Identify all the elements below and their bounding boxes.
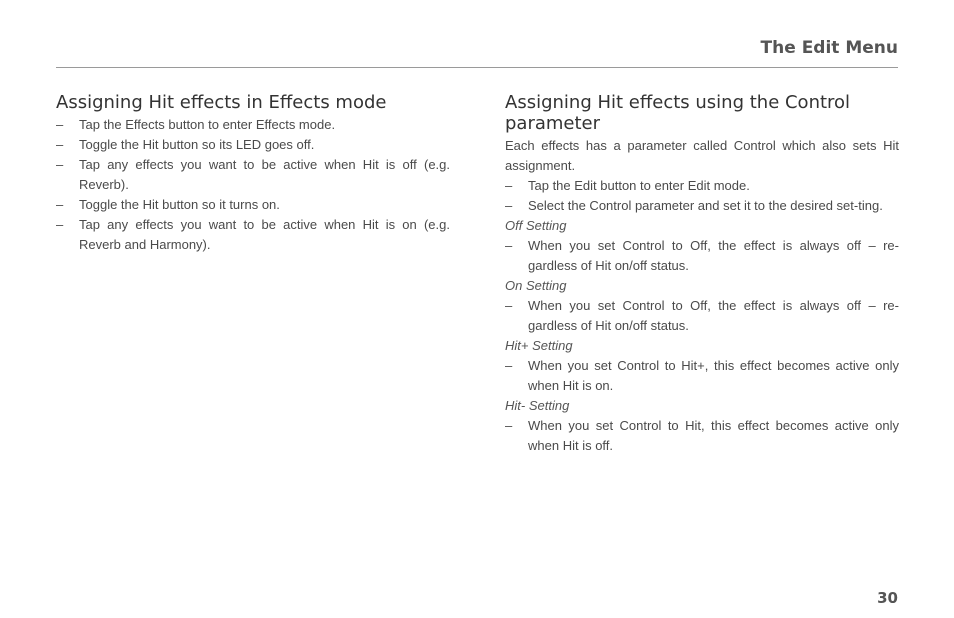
- list-item: [505, 416, 899, 456]
- on-setting-subheading: On Setting: [505, 278, 567, 293]
- list-item-text: Tap any effects you want to be active when Hit is off (e.g. Reverb).: [79, 157, 450, 192]
- list-item-text: When you set Control to Hit, this effect becomes active only when Hit is off.: [528, 418, 899, 453]
- list-item-text: When you set Control to Hit+, this effect becomes active only when Hit is on.: [528, 358, 899, 393]
- off-setting-list: [505, 236, 899, 276]
- list-item-text: Toggle the Hit button so it turns on.: [79, 197, 280, 212]
- dash-marker: –: [56, 137, 64, 152]
- dash-marker: –: [56, 197, 64, 212]
- on-setting-list: [505, 296, 899, 336]
- list-item-text: Tap the Edit button to enter Edit mode.: [528, 178, 750, 193]
- list-item-text: Toggle the Hit button so its LED goes off.: [79, 137, 315, 152]
- hit-minus-setting-subheading: Hit- Setting: [505, 398, 570, 413]
- list-item: [505, 176, 899, 196]
- list-item: [56, 155, 450, 195]
- list-item: [56, 115, 450, 135]
- dash-marker: –: [505, 298, 513, 313]
- left-column: [56, 92, 450, 255]
- list-item: [505, 356, 899, 396]
- hit-plus-setting-subheading: Hit+ Setting: [505, 338, 573, 353]
- dash-marker: –: [505, 238, 513, 253]
- left-heading: Assigning Hit effects in Effects mode: [56, 92, 387, 113]
- list-item-text: Select the Control parameter and set it to the desired set-ting.: [528, 198, 883, 213]
- dash-marker: –: [56, 117, 64, 132]
- list-item-text: When you set Control to Off, the effect is always off – re-gardless of Hit on/off status.: [528, 298, 899, 333]
- list-item-text: Tap any effects you want to be active when Hit is on (e.g. Reverb and Harmony).: [79, 217, 450, 252]
- right-step-list: [505, 176, 899, 216]
- list-item: [56, 135, 450, 155]
- off-setting-subheading: Off Setting: [505, 218, 567, 233]
- list-item: [56, 215, 450, 255]
- hit-minus-setting-list: [505, 416, 899, 456]
- left-step-list: [56, 115, 450, 255]
- page-header-title: The Edit Menu: [760, 38, 898, 58]
- header-divider: [56, 67, 898, 68]
- right-heading: Assigning Hit effects using the Control parameter: [505, 92, 851, 134]
- list-item: [505, 296, 899, 336]
- dash-marker: –: [505, 418, 513, 433]
- right-intro-text: Each effects has a parameter called Control which also sets Hit assignment.: [505, 138, 899, 173]
- list-item: [56, 195, 450, 215]
- right-column: [505, 92, 899, 456]
- page-number: 30: [877, 589, 898, 607]
- dash-marker: –: [56, 217, 64, 232]
- list-item: [505, 196, 899, 216]
- hit-plus-setting-list: [505, 356, 899, 396]
- dash-marker: –: [56, 157, 64, 172]
- dash-marker: –: [505, 178, 513, 193]
- dash-marker: –: [505, 358, 513, 373]
- list-item-text: Tap the Effects button to enter Effects mode.: [79, 117, 336, 132]
- list-item-text: When you set Control to Off, the effect is always off – re-gardless of Hit on/off status.: [528, 238, 899, 273]
- dash-marker: –: [505, 198, 513, 213]
- list-item: [505, 236, 899, 276]
